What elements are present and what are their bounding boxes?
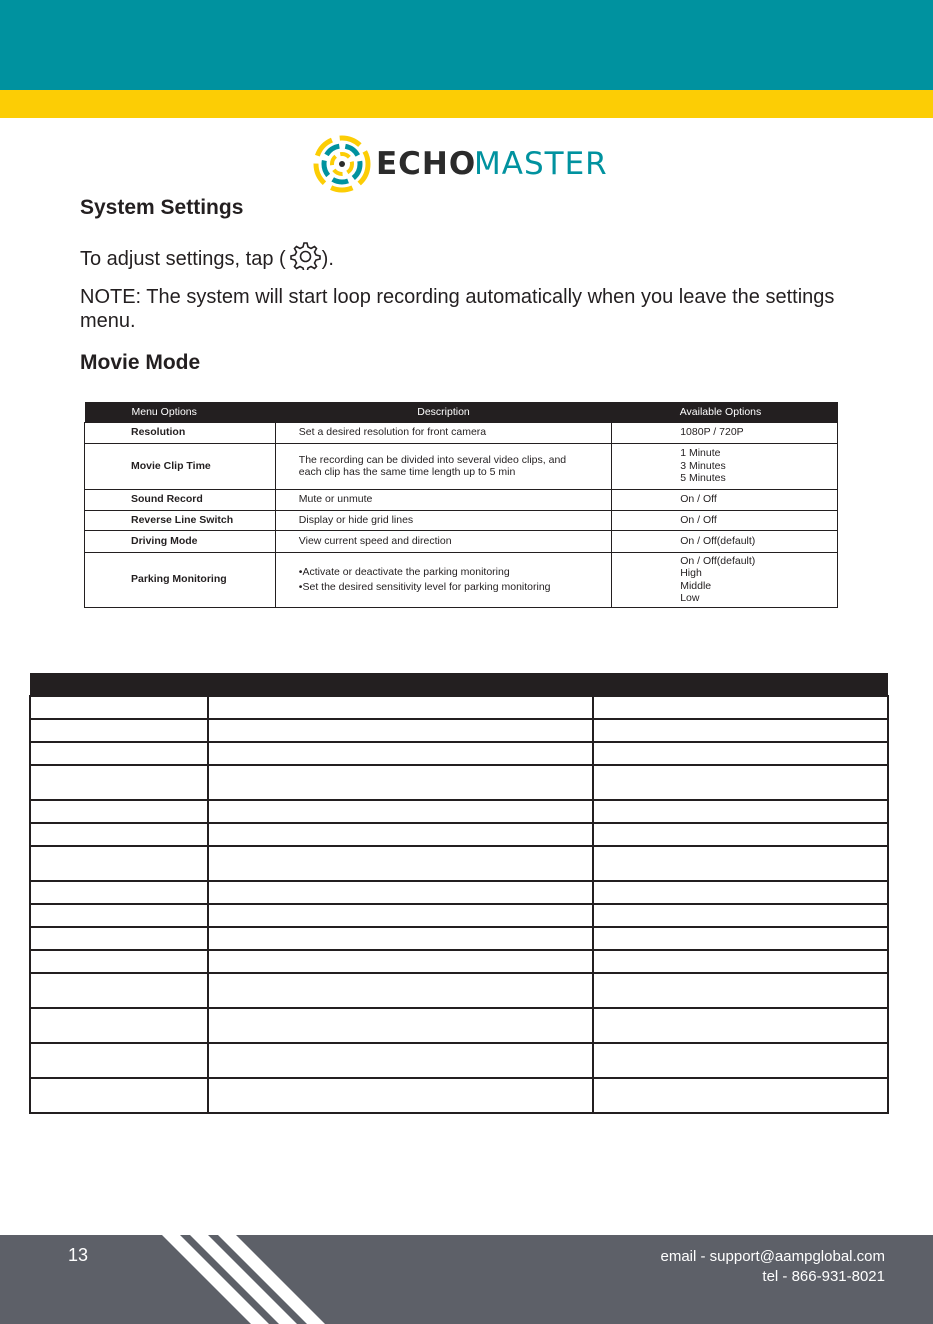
- note-paragraph: NOTE: The system will start loop recording automatically when you leave the settings menu.: [80, 286, 835, 332]
- empty-table-row: [30, 904, 888, 927]
- empty-table-row: [30, 1043, 888, 1078]
- row-description: [275, 510, 611, 530]
- gear-icon: [287, 240, 321, 276]
- header-accent-band: [0, 90, 933, 118]
- empty-table-cell: [593, 973, 888, 1008]
- empty-table-cell: [593, 950, 888, 973]
- empty-table-cell: [30, 823, 208, 846]
- empty-table-cell: [593, 904, 888, 927]
- logo-text-master: MASTER: [474, 146, 608, 182]
- empty-table-cell: [30, 696, 208, 719]
- empty-header-cell: [593, 673, 888, 696]
- movie-mode-table: [84, 402, 838, 608]
- tap-instruction-prefix: To adjust settings, tap (: [80, 248, 286, 270]
- value-line: 3 Minutes: [680, 459, 726, 472]
- empty-table-cell: [30, 1043, 208, 1078]
- empty-table-cell: [30, 1078, 208, 1113]
- empty-table-cell: [593, 719, 888, 742]
- empty-table-cell: [593, 1078, 888, 1113]
- empty-table-row: [30, 927, 888, 950]
- empty-table-row: [30, 765, 888, 800]
- header-available-options: Available Options: [612, 402, 838, 422]
- row-description: [275, 489, 611, 510]
- row-values: [612, 552, 838, 607]
- empty-table-cell: [30, 881, 208, 904]
- footer-stripes-graphic: [140, 1235, 340, 1324]
- value-line: On / Off: [680, 513, 717, 526]
- empty-table-row: [30, 742, 888, 765]
- empty-table-cell: [208, 846, 593, 881]
- empty-table-cell: [30, 927, 208, 950]
- row-values: [612, 489, 838, 510]
- description-line: •Set the desired sensitivity level for parking monitoring: [298, 580, 551, 593]
- empty-table-cell: [208, 950, 593, 973]
- row-values: [612, 510, 838, 530]
- empty-table-row: [30, 846, 888, 881]
- empty-table-row: [30, 719, 888, 742]
- empty-table-cell: [593, 1008, 888, 1043]
- echomaster-logo: [312, 134, 622, 194]
- value-line: 1 Minute: [680, 447, 721, 460]
- value-line: Low: [680, 592, 700, 604]
- empty-header-cell: [208, 673, 593, 696]
- empty-table-row: [30, 823, 888, 846]
- empty-table-cell: [208, 800, 593, 823]
- description-line: View current speed and direction: [298, 534, 452, 547]
- empty-table-cell: [208, 973, 593, 1008]
- contact-email: email - support@aampglobal.com: [660, 1248, 885, 1265]
- tap-instruction: [80, 240, 334, 276]
- row-option: Sound Record: [85, 489, 276, 510]
- description-line: Set a desired resolution for front camera: [298, 426, 487, 439]
- table-row: [85, 443, 838, 489]
- row-values: [612, 422, 838, 443]
- empty-table-cell: [208, 1043, 593, 1078]
- movie-table-header-row: [85, 402, 838, 422]
- description-line: The recording can be divided into several video clips, and: [298, 453, 567, 466]
- empty-table-cell: [593, 742, 888, 765]
- row-values: [612, 443, 838, 489]
- row-values: [612, 530, 838, 552]
- empty-table-row: [30, 800, 888, 823]
- row-description: [275, 530, 611, 552]
- description-line: each clip has the same time length up to 5 min: [298, 466, 516, 478]
- header-description: Description: [275, 402, 611, 422]
- empty-table-cell: [593, 696, 888, 719]
- header-band: [0, 0, 933, 90]
- value-line: 5 Minutes: [680, 472, 726, 485]
- logo-swirl-icon: [312, 134, 372, 194]
- empty-table-cell: [30, 742, 208, 765]
- row-description: [275, 422, 611, 443]
- system-settings-heading: System Settings: [80, 196, 244, 219]
- empty-table-cell: [593, 800, 888, 823]
- row-description: [275, 443, 611, 489]
- empty-table-cell: [208, 719, 593, 742]
- empty-table-cell: [593, 846, 888, 881]
- table-row: [85, 510, 838, 530]
- description-line: Display or hide grid lines: [298, 513, 414, 526]
- table-row: [85, 422, 838, 443]
- empty-table-row: [30, 950, 888, 973]
- value-line: Middle: [680, 579, 712, 592]
- empty-table-cell: [30, 846, 208, 881]
- row-description: [275, 552, 611, 607]
- empty-table-row: [30, 973, 888, 1008]
- value-line: On / Off: [680, 493, 717, 506]
- row-option: Resolution: [85, 422, 276, 443]
- empty-table-cell: [30, 719, 208, 742]
- empty-table-cell: [30, 950, 208, 973]
- row-option: Driving Mode: [85, 530, 276, 552]
- empty-table-cell: [208, 881, 593, 904]
- empty-table-cell: [208, 927, 593, 950]
- empty-table-cell: [30, 765, 208, 800]
- row-option: Parking Monitoring: [85, 552, 276, 607]
- empty-table-cell: [208, 742, 593, 765]
- empty-table-cell: [593, 1043, 888, 1078]
- empty-table-cell: [593, 881, 888, 904]
- empty-table-row: [30, 881, 888, 904]
- empty-header-cell: [30, 673, 208, 696]
- empty-table-row: [30, 696, 888, 719]
- empty-table-cell: [593, 765, 888, 800]
- value-line: On / Off(default): [680, 554, 756, 567]
- table-row: [85, 530, 838, 552]
- tap-instruction-suffix: ).: [321, 248, 334, 270]
- row-option: Reverse Line Switch: [85, 510, 276, 530]
- empty-settings-table: [29, 673, 889, 1114]
- movie-mode-heading: Movie Mode: [80, 351, 201, 374]
- empty-table-cell: [30, 973, 208, 1008]
- empty-table-cell: [208, 823, 593, 846]
- empty-table-cell: [30, 1008, 208, 1043]
- header-menu-options: Menu Options: [85, 402, 276, 422]
- page-number: 13: [68, 1245, 89, 1265]
- empty-table-row: [30, 1008, 888, 1043]
- row-option: Movie Clip Time: [85, 443, 276, 489]
- logo-text-echo: ECHO: [376, 146, 477, 182]
- description-line: Mute or unmute: [298, 493, 373, 506]
- empty-table-body: [30, 696, 888, 1113]
- empty-table-cell: [208, 1078, 593, 1113]
- empty-table-cell: [208, 1008, 593, 1043]
- empty-table-header-row: [30, 673, 888, 696]
- empty-table-cell: [208, 696, 593, 719]
- table-row: [85, 552, 838, 607]
- empty-table-cell: [208, 904, 593, 927]
- empty-table-cell: [30, 904, 208, 927]
- contact-phone: tel - 866-931-8021: [762, 1268, 885, 1285]
- empty-table-cell: [30, 800, 208, 823]
- description-line: •Activate or deactivate the parking monitoring: [298, 566, 510, 578]
- empty-table-cell: [593, 823, 888, 846]
- value-line: High: [680, 567, 702, 579]
- empty-table-cell: [208, 765, 593, 800]
- value-line: On / Off(default): [680, 534, 756, 547]
- table-row: [85, 489, 838, 510]
- empty-table-row: [30, 1078, 888, 1113]
- empty-table-cell: [593, 927, 888, 950]
- value-line: 1080P / 720P: [680, 426, 744, 439]
